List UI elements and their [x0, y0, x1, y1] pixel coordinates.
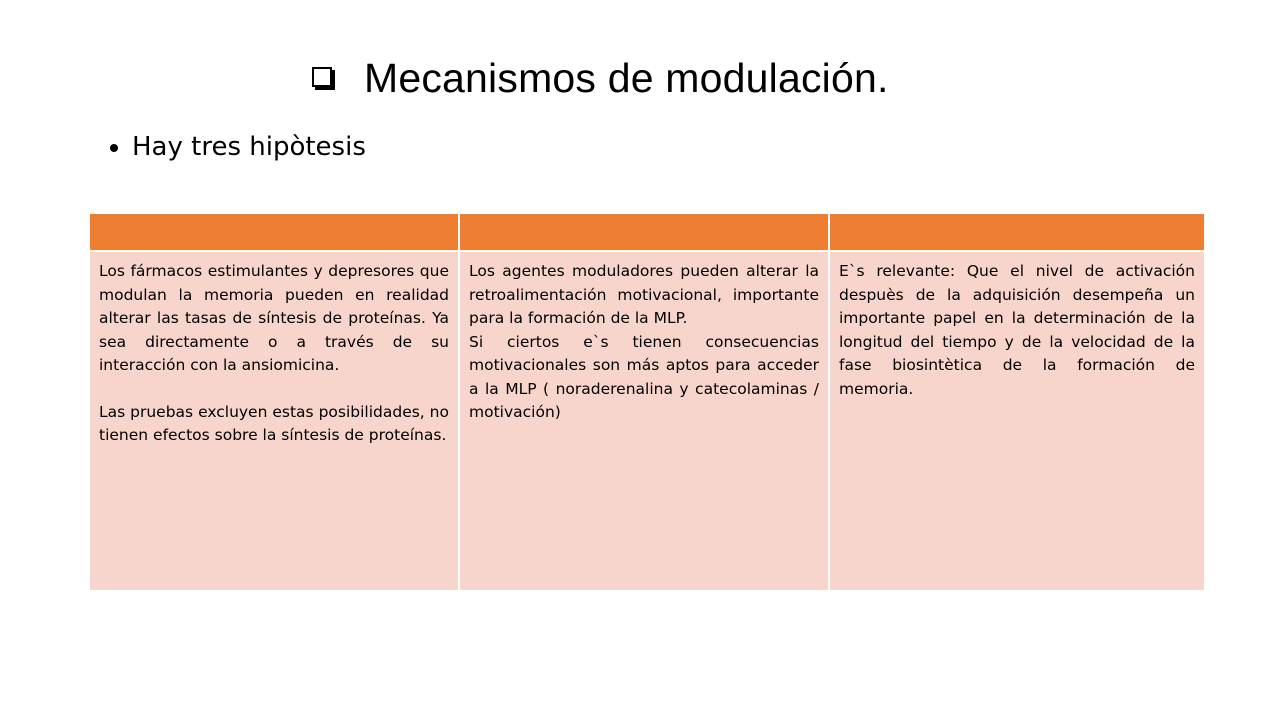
cell-paragraph: E`s relevante: Que el nivel de activación despuès de la adquisición desempeña un importante papel en la determinación de la longitud del tiempo y de la velocidad de la fase biosintètica de la formación de memoria.	[839, 262, 1195, 398]
table-header-cell-1	[89, 213, 459, 251]
cell-paragraph: Si ciertos e`s tienen consecuencias motivacionales son más aptos para acceder a la MLP ( noraderenalina y catecolaminas / motivación)	[469, 332, 819, 421]
hypotheses-table	[88, 212, 1206, 592]
checkbox-square-icon	[312, 67, 334, 89]
bullet-text: Hay tres hipòtesis	[132, 132, 366, 162]
table-cell-hypothesis-1	[89, 251, 459, 591]
cell-paragraph: Los fármacos estimulantes y depresores que modulan la memoria pueden en realidad alterar las tasas de síntesis de proteínas. Ya sea directamente o a través de su interacción con la ansiomicina.	[99, 262, 449, 374]
bullet-item	[110, 134, 366, 160]
table-header-row	[89, 213, 1205, 251]
table-header-cell-2	[459, 213, 829, 251]
table-header-cell-3	[829, 213, 1205, 251]
slide-title: Mecanismos de modulación.	[364, 54, 889, 101]
table-row	[89, 251, 1205, 591]
bullet-dot-icon	[110, 144, 118, 152]
cell-paragraph: Las pruebas excluyen estas posibilidades, no tienen efectos sobre la síntesis de proteínas.	[99, 402, 449, 444]
table-cell-hypothesis-2	[459, 251, 829, 591]
slide-title-row	[312, 46, 889, 110]
table-cell-hypothesis-3	[829, 251, 1205, 591]
cell-paragraph: Los agentes moduladores pueden alterar la retroalimentación motivacional, importante para la formación de la MLP.	[469, 262, 819, 327]
